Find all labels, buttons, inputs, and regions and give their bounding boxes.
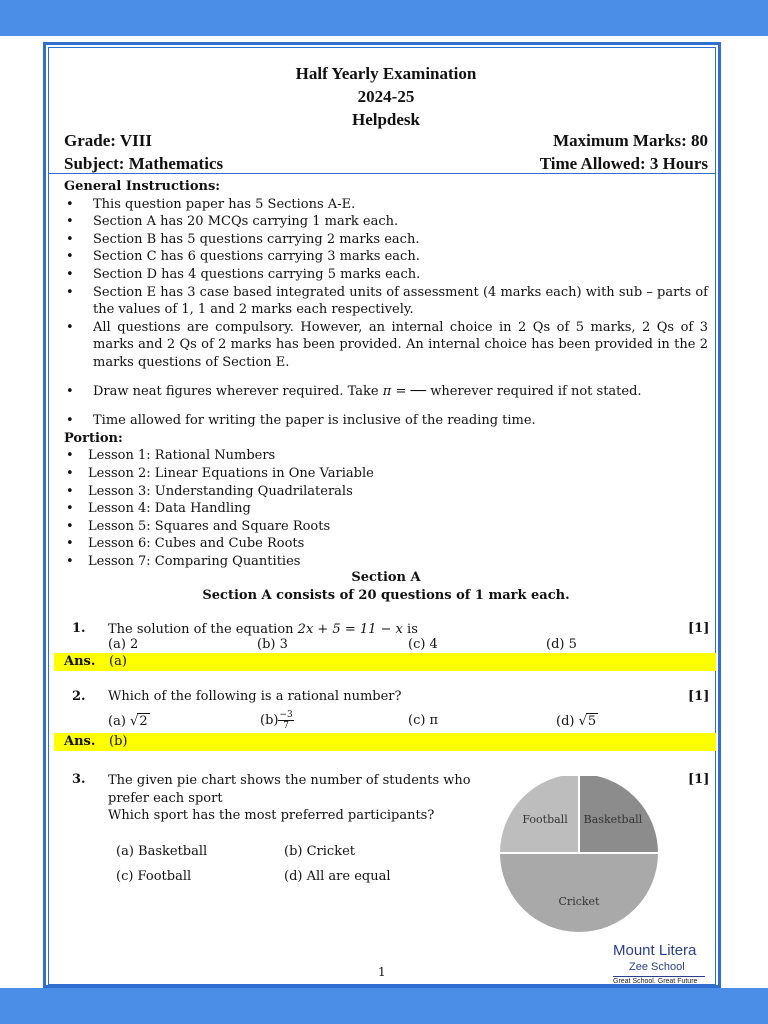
exam-org: Helpdesk	[351, 110, 421, 129]
bottom-blue-band	[0, 988, 768, 1024]
instruction-pi-text: Draw neat figures wherever required. Take	[93, 383, 379, 399]
option-a: (a) 2	[108, 637, 139, 652]
answer-row	[54, 653, 716, 671]
lesson-item: • Lesson 6: Cubes and Cube Roots	[64, 535, 708, 553]
pi-symbol: π = ──	[382, 383, 427, 399]
question-marks: [1]	[688, 621, 710, 636]
fraction-denominator: 7	[283, 721, 289, 731]
option-b: (b) 3	[257, 637, 288, 652]
answer-value: (b)	[109, 734, 128, 749]
option-b	[260, 710, 294, 731]
pie-chart	[497, 776, 665, 932]
question-line: The given pie chart shows the number of students who	[108, 773, 471, 788]
option-d-radicand: 5	[587, 714, 597, 729]
max-marks-label: Maximum Marks: 80	[553, 131, 708, 150]
fraction-numerator: −3	[279, 710, 293, 720]
option-a-radicand: 2	[139, 714, 148, 729]
option-b-fraction	[278, 710, 293, 731]
lesson-item: • Lesson 5: Squares and Square Roots	[64, 518, 708, 536]
page-number: 1	[378, 965, 386, 979]
question-text	[108, 621, 418, 639]
question-number: 3.	[72, 772, 86, 787]
subject-label: Subject: Mathematics	[64, 154, 224, 173]
exam-year: 2024-25	[357, 87, 415, 106]
question-text: Which of the following is a rational number?	[108, 689, 402, 704]
option-a: (a) √2	[108, 714, 148, 729]
top-blue-band	[0, 0, 768, 36]
q1-text-end: is	[407, 622, 418, 637]
question-marks: [1]	[688, 772, 710, 787]
option-c: (c) Football	[116, 869, 192, 884]
lesson-item: • Lesson 2: Linear Equations in One Variable	[64, 465, 708, 483]
lesson-item: • Lesson 3: Understanding Quadrilaterals	[64, 483, 708, 501]
instructions-title: General Instructions:	[64, 179, 221, 194]
instruction-item-pi	[64, 383, 708, 401]
instruction-item: • Section E has 3 case based integrated units of assessment (4 marks each) with sub – parts of the values of 1, 1 and 2 marks each respectively.	[64, 284, 708, 319]
answer-value: (a)	[109, 654, 127, 669]
option-d-label: (d)	[556, 714, 575, 729]
instruction-item: • Section C has 6 questions carrying 3 marks each.	[64, 248, 708, 266]
instruction-item: • This question paper has 5 Sections A-E.	[64, 196, 708, 214]
question-number: 2.	[72, 689, 86, 704]
exam-name: Half Yearly Examination	[295, 64, 477, 83]
pie-label-basketball: Basketball	[583, 813, 643, 827]
option-b: (b) Cricket	[284, 844, 355, 859]
general-instructions	[64, 178, 708, 570]
option-c: (c) π	[408, 713, 439, 728]
school-logo-tagline: Great School. Great Future	[613, 976, 705, 985]
question-text	[108, 772, 488, 825]
time-allowed-label: Time Allowed: 3 Hours	[539, 154, 708, 173]
lesson-item: • Lesson 7: Comparing Quantities	[64, 553, 708, 571]
section-heading	[64, 569, 708, 604]
option-a-label: (a)	[108, 714, 126, 729]
q1-text: The solution of the equation	[108, 622, 294, 637]
answer-label: Ans.	[64, 654, 96, 669]
option-a: (a) Basketball	[116, 844, 208, 859]
instruction-item: • Section B has 5 questions carrying 2 marks each.	[64, 231, 708, 249]
instruction-pi-text-end: wherever required if not stated.	[430, 383, 642, 399]
option-d: (d) √5	[556, 714, 597, 729]
header-divider	[48, 173, 716, 174]
lesson-item: • Lesson 1: Rational Numbers	[64, 447, 708, 465]
instruction-item: • All questions are compulsory. However, an internal choice in 2 Qs of 5 marks, 2 Qs of 3 marks and 2 Qs of 2 marks has been provided. An internal choice has been provided in the 2 marks questions of Section E.	[64, 319, 708, 372]
pie-slice-cricket	[499, 853, 659, 932]
question-number: 1.	[72, 621, 86, 636]
option-c: (c) 4	[408, 637, 438, 652]
answer-row	[54, 733, 716, 751]
question-line: Which sport has the most preferred participants?	[108, 808, 435, 824]
question-line: prefer each sport	[108, 790, 223, 806]
school-logo-name: Mount Litera	[613, 942, 697, 959]
lesson-item: • Lesson 4: Data Handling	[64, 500, 708, 518]
instruction-item: • Section D has 4 questions carrying 5 marks each.	[64, 266, 708, 284]
option-d: (d) 5	[546, 637, 577, 652]
section-title: Section A	[351, 570, 421, 585]
option-d: (d) All are equal	[284, 869, 391, 884]
instruction-item: • Time allowed for writing the paper is inclusive of the reading time.	[64, 412, 708, 430]
pie-label-cricket: Cricket	[558, 895, 600, 908]
option-b-label: (b)	[260, 713, 279, 728]
section-subtitle: Section A consists of 20 questions of 1 mark each.	[202, 587, 570, 603]
header-meta	[64, 129, 708, 175]
pie-label-football: Football	[522, 813, 568, 827]
answer-label: Ans.	[64, 734, 96, 749]
instruction-item: • Section A has 20 MCQs carrying 1 mark each.	[64, 213, 708, 231]
school-logo-subname: Zee School	[629, 961, 685, 973]
q1-equation: 2x + 5 = 11 − x	[297, 622, 403, 637]
question-marks: [1]	[688, 689, 710, 704]
portion-title: Portion:	[64, 430, 123, 446]
grade-label: Grade: VIII	[64, 131, 152, 150]
exam-title	[64, 62, 708, 131]
